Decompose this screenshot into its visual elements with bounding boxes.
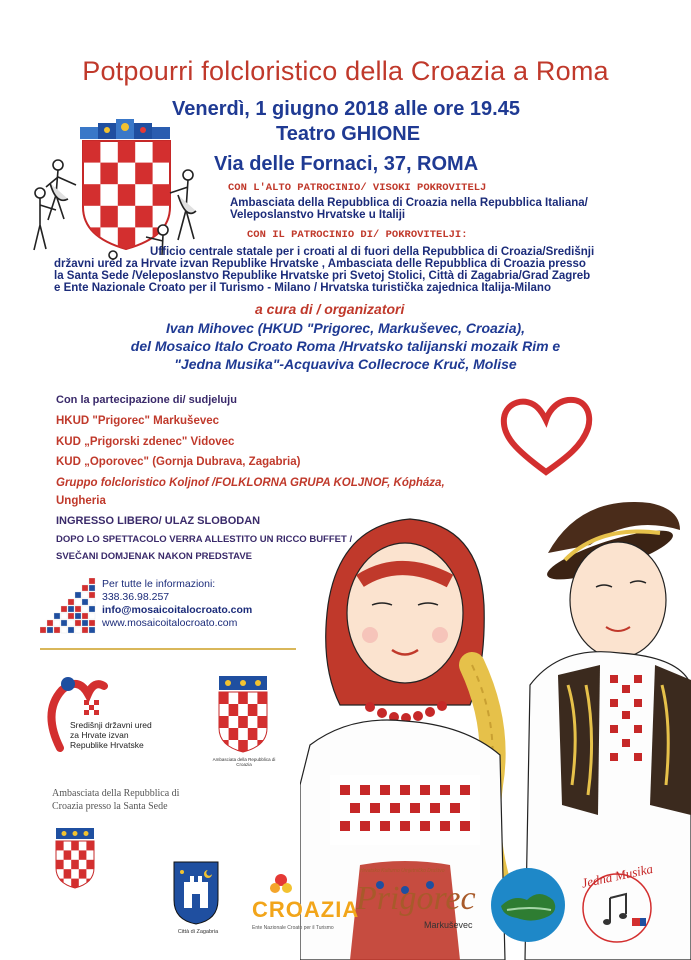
croatian-coat-of-arms-icon [213, 676, 273, 754]
patronage-line-1: Ambasciata della Repubblica di Croazia nella Repubblica Italiana/ [230, 197, 588, 209]
organizers-heading: a cura di / organizatori [255, 301, 405, 317]
entry-info: INGRESSO LIBERO/ ULAZ SLOBODAN [56, 515, 261, 527]
sponsorship-line-2: državni ured za Hrvate izvan Republike Hrvatske , Ambasciata delle Repubblica di Croazia presso [54, 258, 586, 270]
participant-4: Gruppo folcloristico Koljnof /FOLKLORNA GRUPA KOLJNOF, Kópháza, [56, 477, 445, 489]
divider [40, 648, 296, 650]
croazia-wordmark: CROAZIA [252, 897, 360, 922]
croazia-subcaption: Ente Nazionale Croato per il Turismo [252, 925, 334, 931]
patronage-line-2: Veleposlanstvo Hrvatske u Italiji [230, 209, 406, 221]
heart-icon [496, 392, 596, 480]
participant-2: KUD „Prigorski zdenec" Vidovec [56, 436, 235, 448]
checkerboard-shield-icon [83, 141, 170, 249]
contact-heading: Per tutte le informazioni: [102, 578, 216, 590]
participation-heading: Con la partecipazione di/ sudjeluju [56, 394, 237, 406]
prigorec-wordmark: Prigorec [356, 880, 476, 917]
zagreb-coat-of-arms-icon [172, 860, 220, 926]
sponsorship-heading: CON IL PATROCINIO DI/ POKROVITELJI: [247, 229, 468, 241]
ambasciata-santa-sede-caption [52, 787, 179, 813]
contact-phone: 338.36.98.257 [102, 591, 170, 603]
participant-1: HKUD "Prigorec" Markuševec [56, 415, 220, 427]
zagreb-caption: Città di Zagabria [177, 929, 219, 935]
event-address: Via delle Fornaci, 37, ROMA [214, 153, 479, 175]
event-date: Venerdì, 1 giugno 2018 alle ore 19.45 [172, 98, 520, 120]
contact-website[interactable]: www.mosaicoitalocroato.com [102, 617, 238, 629]
participant-3: KUD „Oporovec" (Gornja Dubrava, Zagabria) [56, 456, 301, 468]
croatian-shield-small-icon [52, 828, 98, 890]
ured-caption-line-2: za Hrvate izvan [70, 730, 129, 740]
event-venue: Teatro GHIONE [276, 123, 421, 145]
organizers-line-2: del Mosaico Italo Croato Roma /Hrvatsko talijanski mozaik Rim e [130, 338, 561, 354]
sponsorship-line-4: e Ente Nazionale Croato per il Turismo - Milano / Hrvatska turistička zajednica Italija-Milano [54, 282, 551, 294]
ured-caption [70, 720, 152, 750]
ambasciata-small-caption: Ambasciata della Repubblica di Croazia [212, 757, 276, 767]
prigorec-top-caption: Hrvatsko Kulturno Umjetničko Društvo [360, 868, 445, 874]
sponsorship-line-1: Ufficio centrale statale per i croati al di fuori della Repubblica di Croazia/Središnji [150, 246, 595, 258]
prigorec-subcaption: Markuševec [424, 920, 473, 930]
croazia-flower-icon [268, 872, 294, 898]
poster-title: Potpourri folcloristico della Croazia a Roma [82, 56, 609, 86]
dancers-coat-of-arms-illustration [28, 115, 198, 260]
ambasciata-line-2: Croazia presso la Santa Sede [52, 801, 168, 812]
sponsorship-line-3: la Santa Sede /Veleposlanstvo Republike Hrvatske pri Svetoj Stolici, Città di Zagabria/Grad Zagreb [54, 270, 591, 282]
ured-caption-line-1: Središnji državni ured [70, 720, 152, 730]
ured-caption-line-3: Republike Hrvatske [70, 740, 144, 750]
participant-4-country: Ungheria [56, 495, 106, 507]
ambasciata-line-1: Ambasciata della Repubblica di [52, 788, 180, 799]
buffet-line-2: SVEČANI DOMJENAK NAKON PREDSTAVE [56, 551, 253, 562]
buffet-line-1: DOPO LO SPETTACOLO VERRA ALLESTITO UN RICCO BUFFET / [56, 534, 353, 545]
organizers-line-3: "Jedna Musika"-Acquaviva Collecroce Kruč, Molise [174, 356, 517, 372]
mosaic-logo-icon [40, 578, 96, 634]
contact-email[interactable]: info@mosaicoitalocroato.com [102, 604, 253, 616]
mosaico-island-logo-icon [489, 866, 567, 944]
jedna-musika-wordmark: Jedna Musika [580, 860, 655, 891]
patronage-heading: CON L'ALTO PATROCINIO/ VISOKI POKROVITELJ [228, 182, 487, 194]
organizers-line-1: Ivan Mihovec (HKUD "Prigorec, Markuševec, Croazia), [165, 320, 526, 336]
crown-icon [80, 119, 170, 139]
